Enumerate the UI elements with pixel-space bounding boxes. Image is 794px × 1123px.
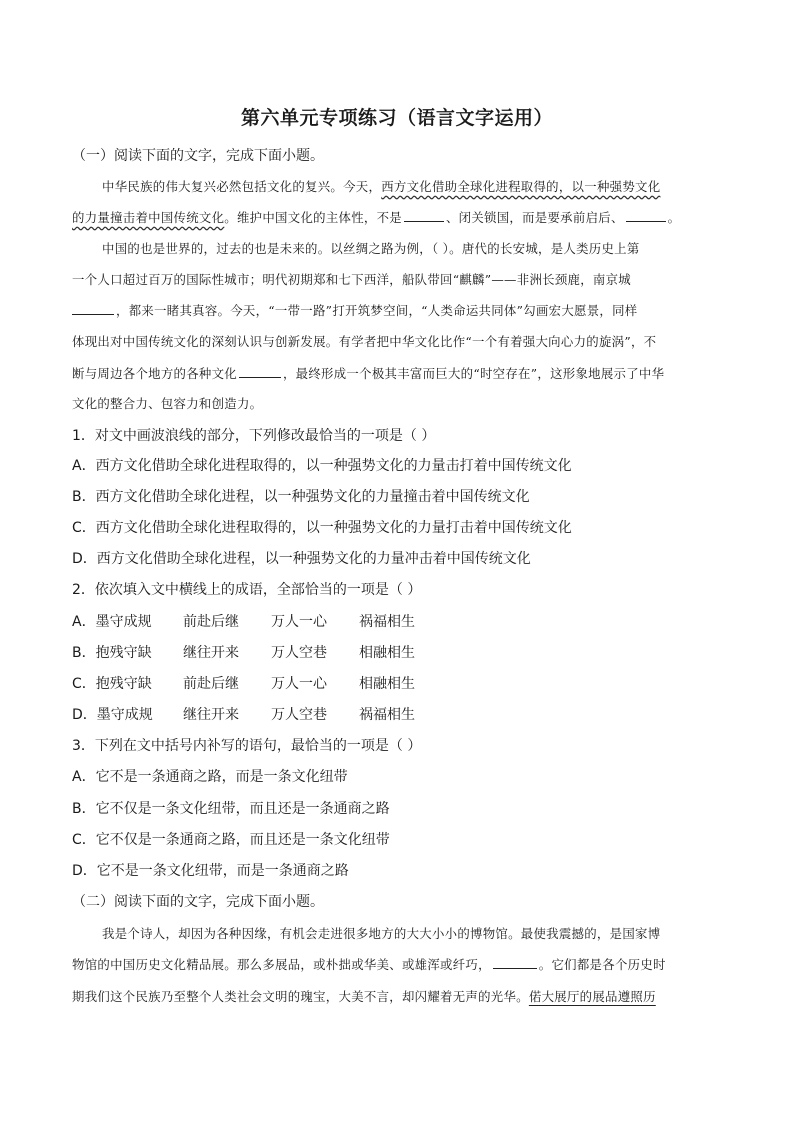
wavy-underlined-text: 西方文化借助全球化进程取得的，以一种强势文化 xyxy=(381,179,661,194)
q3-option-b[interactable]: B．它不仅是一条文化纽带，而且还是一条通商之路 xyxy=(72,801,390,817)
passage3-line3: 期我们这个民族乃至整个人类社会文明的瑰宝，大美不言，却闪耀着无声的光华。偌大展厅的展品遵照历 xyxy=(72,989,656,1004)
passage2-line1: 中国的也是世界的，过去的也是未来的。以丝绸之路为例，（ ）。唐代的长安城，是人类历史上第 xyxy=(102,241,640,256)
passage1-line2: 的力量撞击着中国传统文化。维护中国文化的主体性，不是 、闭关锁国，而是要承前启后、 。 xyxy=(72,210,681,225)
question-2-stem: 2．依次填入文中横线上的成语，全部恰当的一项是（ ） xyxy=(72,582,422,598)
fill-blank-5 xyxy=(493,955,537,969)
q3-option-a[interactable]: A．它不是一条通商之路，而是一条文化纽带 xyxy=(72,769,348,785)
fill-blank-4 xyxy=(239,364,281,378)
fill-blank-2 xyxy=(626,208,666,222)
fill-blank-1 xyxy=(404,208,444,222)
passage1-line1: 中华民族的伟大复兴必然包括文化的复兴。今天，西方文化借助全球化进程取得的，以一种强势文化 xyxy=(102,179,661,194)
wavy-underlined-text: 的力量撞击着中国传统文化 xyxy=(72,210,225,225)
question-3-stem: 3．下列在文中括号内补写的语句，最恰当的一项是（ ） xyxy=(72,738,422,754)
passage3-line1: 我是个诗人，却因为各种因缘，有机会走进很多地方的大大小小的博物馆。最使我震撼的，是国家博 xyxy=(102,926,661,941)
passage2-line3: ，都来一睹其真容。今天，“一带一路”打开筑梦空间，“人类命运共同体”勾画宏大愿景，同样 xyxy=(72,301,637,321)
section2-heading: （二）阅读下面的文字，完成下面小题。 xyxy=(72,894,324,910)
page-title: 第六单元专项练习（语言文字运用） xyxy=(240,107,553,129)
passage3-line2: 物馆的中国历史文化精品展。那么多展品，或朴拙或华美、或雄浑或纤巧， 。它们都是各个历史时 xyxy=(72,957,666,972)
question-1-stem: 1．对文中画波浪线的部分，下列修改最恰当的一项是（ ） xyxy=(72,428,436,444)
document-page: 第六单元专项练习（语言文字运用） （一）阅读下面的文字，完成下面小题。 中华民族的伟大复兴必然包括文化的复兴。今天，西方文化借助全球化进程取得的，以一种强势文化 的力量撞击着中国传统文化。维护中国文化的主体性，不是 、闭关锁国，而是要承前启后、 。 中国的也是世界的，过去的也是未来的。以丝绸之路为例，（ ）。唐代的长安城，是人类历史上第 一个人口超过百万的国际性城市；明代初期郑和七下西洋，船队带回“麒麟”——非洲长颈鹿，南京城 ，都来一睹其真容。今天，“一带一路”打开筑梦空间，“人类命运共同体”勾画宏大愿景，同样 体现出对中国传统文化的深刻认识与创新发展。有学者把中华文化比作“一个有着强大向心力的旋涡”，不 断与周边各个地方的各种文化 ，最终形成一个极其丰富而巨大的“时空存在”，这形象地展示了中华 文化的整合力、包容力和创造力。 1．对文中画波浪线的部分，下列修改最恰当的一项是（ ） A．西方文化借助全球化进程取得的，以一种强势文化的力量击打着中国传统文化 B．西方文化借助全球化进程，以一种强势文化的力量撞击着中国传统文化 C．西方文化借助全球化进程取得的，以一种强势文化的力量打击着中国传统文化 D．西方文化借助全球化进程，以一种强势文化的力量冲击着中国传统文化 2．依次填入文中横线上的成语，全部恰当的一项是（ ） A．墨守成规 前赴后继 万人一心 祸福相生 B．抱残守缺 继往开来 万人空巷 相融相生 C．抱残守缺 前赴后继 万人一心 相融相生 D．墨守成规 继往开来 万人空巷 祸福相生 3．下列在文中括号内补写的语句，最恰当的一项是（ ） A．它不是一条通商之路，而是一条文化纽带 B．它不仅是一条文化纽带，而且还是一条通商之路 C．它不仅是一条通商之路，而且还是一条文化纽带 D．它不是一条文化纽带，而是一条通商之路 （二）阅读下面的文字，完成下面小题。 我是个诗人，却因为各种因缘，有机会走进很多地方的大大小小的博物馆。最使我震撼的，是国家博 物馆的中国历史文化精品展。那么多展品，或朴拙或华美、或雄浑或纤巧， 。它们都是各个历史时 期我们这个民族乃至整个人类社会文明的瑰宝，大美不言，却闪耀着无声的光华。偌大展厅的展品遵照历 xyxy=(0,0,794,1123)
q1-option-b[interactable]: B．西方文化借助全球化进程，以一种强势文化的力量撞击着中国传统文化 xyxy=(72,489,530,505)
passage2-line2: 一个人口超过百万的国际性城市；明代初期郑和七下西洋，船队带回“麒麟”——非洲长颈鹿，南京城 xyxy=(72,272,631,287)
q1-option-a[interactable]: A．西方文化借助全球化进程取得的，以一种强势文化的力量击打着中国传统文化 xyxy=(72,458,572,474)
passage2-line4: 体现出对中国传统文化的深刻认识与创新发展。有学者把中华文化比作“一个有着强大向心力的旋涡”，不 xyxy=(72,334,657,349)
underlined-text: 偌大展厅的展品遵照历 xyxy=(528,989,656,1004)
passage2-line5: 断与周边各个地方的各种文化 ，最终形成一个极其丰富而巨大的“时空存在”，这形象地展示了中华 xyxy=(72,366,665,381)
q1-option-d[interactable]: D．西方文化借助全球化进程，以一种强势文化的力量冲击着中国传统文化 xyxy=(72,551,531,567)
fill-blank-3 xyxy=(72,301,114,315)
passage2-line6: 文化的整合力、包容力和创造力。 xyxy=(72,396,263,411)
q3-option-d[interactable]: D．它不是一条文化纽带，而是一条通商之路 xyxy=(72,863,349,879)
section1-heading: （一）阅读下面的文字，完成下面小题。 xyxy=(72,148,324,164)
q3-option-c[interactable]: C．它不仅是一条通商之路，而且还是一条文化纽带 xyxy=(72,832,390,848)
q1-option-c[interactable]: C．西方文化借助全球化进程取得的，以一种强势文化的力量打击着中国传统文化 xyxy=(72,520,572,536)
